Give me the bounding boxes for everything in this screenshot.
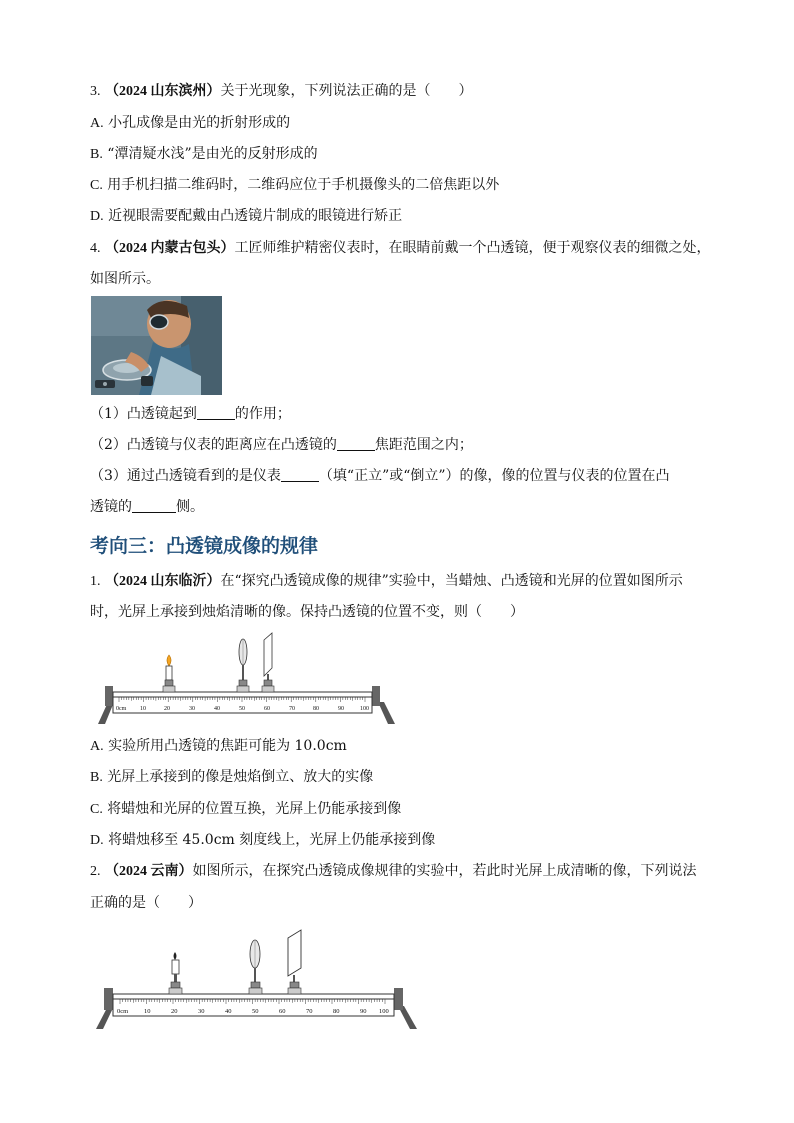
option-text: 将蜡烛移至 45.0cm 刻度线上，光屏上仍能承接到像 [108,832,436,848]
sub-text: （2）凸透镜与仪表的距离应在凸透镜的 [90,437,337,453]
scale-label: 70 [289,706,295,712]
scale-label: 90 [360,1008,367,1015]
q4-sub2 [90,435,473,455]
s1-option-a [90,736,347,757]
option-label: A. [90,116,104,131]
scale-label: 60 [264,706,270,712]
scale-label: 30 [198,1008,205,1015]
sub-text: 透镜的 [90,499,132,515]
q4-source: （2024 内蒙古包头） [104,241,235,256]
s2-number: 2. [90,864,101,879]
convex-lens [249,940,262,994]
q4-stem-text: 工匠师维护精密仪表时，在眼睛前戴一个凸透镜，便于观察仪表的细微之处， [234,240,711,256]
answer-blank[interactable] [197,405,235,420]
s2-stem-line2: 正确的是（ ） [90,895,202,911]
answer-blank[interactable] [337,436,375,451]
q4-stem-line1 [90,238,710,259]
q3-option-b [90,144,318,165]
light-screen [262,633,274,692]
sub-text: （3）通过凸透镜看到的是仪表 [90,468,281,484]
sub-text: （填“正立”或“倒立”）的像，像的位置与仪表的位置在凸 [318,468,670,484]
q4-sub1 [90,404,291,424]
section-heading: 考向三：凸透镜成像的规律 [90,535,319,557]
sub-text: （1）凸透镜起到 [90,406,197,422]
option-text: 将蜡烛和光屏的位置互换，光屏上仍能承接到像 [107,801,402,817]
scale-label: 20 [171,1008,178,1015]
scale-label: 100 [360,706,369,712]
scale-label: 0cm [116,706,127,712]
scale-label: 80 [333,1008,340,1015]
sub-text: 焦距范围之内； [374,437,473,453]
s1-stem-text: 在“探究凸透镜成像的规律”实验中，当蜡烛、凸透镜和光屏的位置如图所示 [220,573,683,589]
scale-label: 0cm [117,1008,129,1015]
s1-number: 1. [90,574,101,589]
optical-bench-1 [92,630,398,726]
s2-stem-line1 [90,861,696,882]
q4-number: 4. [90,241,101,256]
candle [163,655,175,692]
option-text: “潭清疑水浅”是由光的反射形成的 [107,146,318,162]
answer-blank[interactable] [132,498,176,513]
scale-label: 70 [306,1008,313,1015]
s1-option-d [90,830,435,851]
s1-stem-line1 [90,571,683,592]
q3-stem-text: 关于光现象，下列说法正确的是（ ） [220,83,473,99]
optical-bench-2 [92,928,418,1032]
candle [169,952,182,994]
q3-option-a [90,113,290,134]
option-label: C. [90,178,103,193]
convex-lens [237,639,249,692]
option-text: 用手机扫描二维码时，二维码应位于手机摄像头的二倍焦距以外 [107,177,500,193]
scale-label: 80 [313,706,319,712]
s2-source: （2024 云南） [104,864,193,879]
answer-blank[interactable] [281,467,319,482]
scale-label: 40 [214,706,220,712]
scale-label: 40 [225,1008,232,1015]
light-screen [288,930,301,994]
option-label: A. [90,739,104,754]
q4-sub3 [90,466,670,486]
option-text: 近视眼需要配戴由凸透镜片制成的眼镜进行矫正 [108,208,403,224]
q3-option-c [90,175,499,196]
s1-option-c [90,799,401,820]
scale-label: 20 [164,706,170,712]
s1-option-b [90,767,373,788]
q3-option-d [90,206,402,227]
scale-label: 10 [140,706,146,712]
q4-stem-line2: 如图所示。 [90,271,160,287]
option-label: C. [90,802,103,817]
sub-text: 的作用； [234,406,291,422]
option-text: 光屏上承接到的像是烛焰倒立、放大的实像 [107,769,374,785]
q4-sub3-cont [90,497,204,517]
option-label: B. [90,147,103,162]
option-label: D. [90,833,104,848]
option-label: D. [90,209,104,224]
q3-stem [90,81,472,102]
s1-stem-line2: 时，光屏上承接到烛焰清晰的像。保持凸透镜的位置不变，则（ ） [90,604,524,620]
option-text: 小孔成像是由光的折射形成的 [108,115,291,131]
sub-text: 侧。 [176,499,204,515]
option-label: B. [90,770,103,785]
scale-label: 50 [252,1008,259,1015]
scale-label: 10 [144,1008,151,1015]
scale-label: 50 [239,706,245,712]
q3-source: （2024 山东滨州） [104,84,221,99]
q3-number: 3. [90,84,101,99]
scale-label: 30 [189,706,195,712]
scale-label: 100 [379,1008,389,1015]
scale-label: 90 [338,706,344,712]
craftsman-photo [91,296,222,395]
s2-stem-text: 如图所示，在探究凸透镜成像规律的实验中，若此时光屏上成清晰的像，下列说法 [192,863,697,879]
scale-label: 60 [279,1008,286,1015]
s1-source: （2024 山东临沂） [104,574,221,589]
option-text: 实验所用凸透镜的焦距可能为 10.0cm [108,738,347,754]
